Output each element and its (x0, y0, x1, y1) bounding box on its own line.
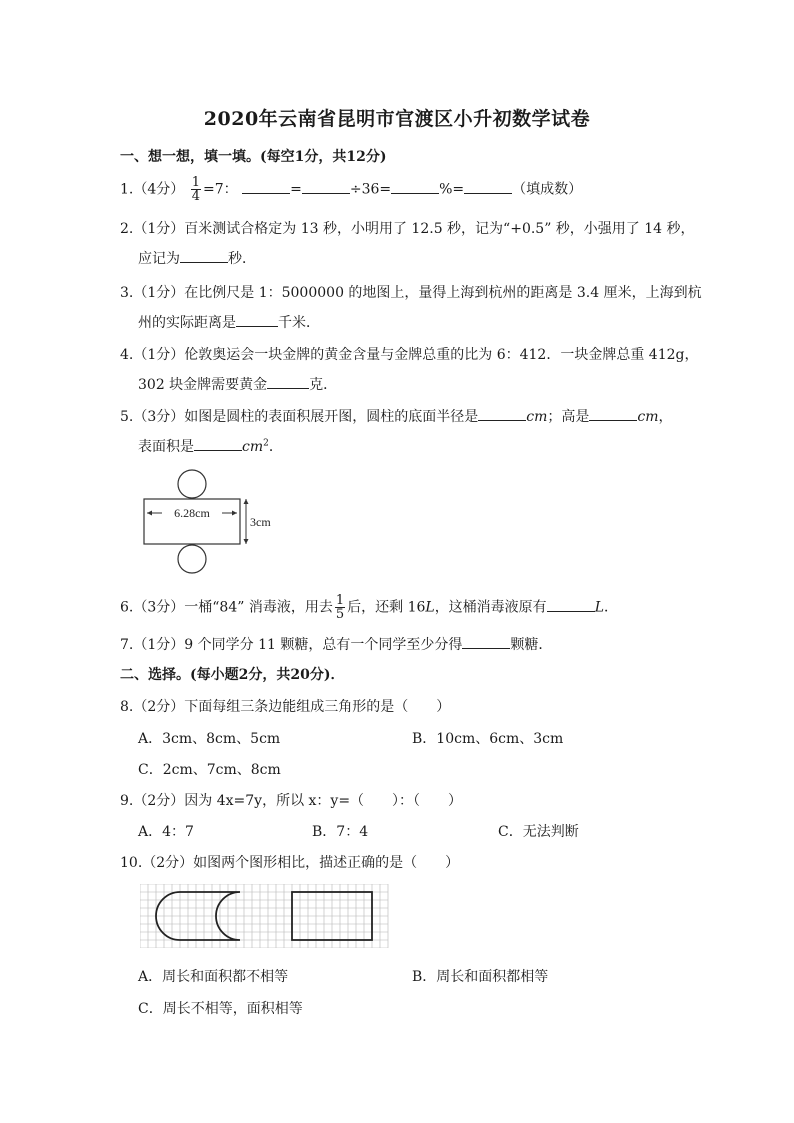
question-2-line-2 (138, 248, 256, 268)
question-5-line-2 (138, 436, 283, 456)
q6-text-a: 6.（3分）一桶“84” 消毒液，用去 (120, 599, 333, 616)
q1-blank-2[interactable] (302, 181, 350, 194)
question-5-line-1 (120, 406, 673, 426)
q2-text-a: 应记为 (138, 251, 180, 267)
width-arrowhead-right (232, 511, 237, 516)
q8-option-a[interactable]: A．3cm、8cm、5cm (138, 731, 281, 747)
question-4-line-1: 4.（1分）伦敦奥运会一块金牌的黄金含量与金牌总重的比为 6：412．一块金牌总重 412g， (120, 347, 699, 363)
q1-text-4: %= (439, 181, 465, 198)
question-3-line-1: 3.（1分）在比例尺是 1：5000000 的地图上，量得上海到杭州的距离是 3.4 厘米，上海到杭 (120, 285, 702, 301)
q5-text-d: 表面积是 (138, 439, 194, 455)
q10-option-c[interactable]: C．周长不相等，面积相等 (138, 1001, 303, 1017)
q1-text-3: ÷36= (349, 181, 392, 198)
question-4-line-2 (138, 374, 337, 394)
q6-frac-numerator: 1 (335, 593, 345, 608)
question-2-line-1: 2.（1分）百米测试合格定为 13 秒，小明用了 12.5 秒，记为“+0.5” 秒，小强用了 14 秒， (120, 221, 695, 237)
q1-blank-3[interactable] (391, 181, 439, 194)
q1-score: （4分） (133, 181, 185, 198)
q7-text-b: 颗糖． (510, 637, 553, 653)
q7-text-a: 7.（1分）9 个同学分 11 颗糖，总有一个同学至少分得 (120, 637, 463, 653)
cylinder-net-figure (140, 468, 280, 580)
bottom-circle (178, 545, 206, 573)
q3-blank[interactable] (236, 314, 278, 327)
height-arrowhead-bottom (244, 539, 249, 544)
q10-option-a[interactable]: A．周长和面积都不相等 (138, 969, 289, 985)
grid-shapes-figure (140, 884, 390, 948)
q8-option-b[interactable]: B．10cm、6cm、3cm (412, 731, 564, 747)
q6-blank[interactable] (547, 599, 595, 612)
q10-option-b[interactable]: B．周长和面积都相等 (412, 969, 549, 985)
q2-text-b: 秒． (228, 251, 256, 267)
q4-text-a: 302 块金牌需要黄金 (138, 377, 268, 393)
q2-blank[interactable] (180, 250, 228, 263)
q5-blank-area[interactable] (194, 438, 242, 451)
q1-text-2: = (290, 181, 302, 198)
page-title: 2020年云南省昆明市官渡区小升初数学试卷 (203, 108, 591, 130)
q5-blank-height[interactable] (589, 408, 637, 421)
q6-unit-2: L (594, 599, 604, 616)
q1-number: 1. (120, 181, 134, 198)
q5-unit-2: cm (637, 409, 659, 425)
q5-text-b: ；高是 (547, 409, 590, 425)
width-arrowhead-left (147, 511, 152, 516)
q1-frac-numerator: 1 (191, 175, 201, 190)
height-label: 3cm (250, 515, 271, 529)
question-9-stem: 9.（2分）因为 4x=7y，所以 x：y=（ ）：（ ） (120, 793, 463, 809)
q4-blank[interactable] (267, 376, 309, 389)
q5-blank-radius[interactable] (478, 408, 526, 421)
section-2-heading: 二、选择。(每小题2分，共20分)． (120, 667, 345, 683)
question-3-line-2 (138, 312, 320, 332)
q5-unit-3: cm (242, 439, 264, 455)
q5-text-e: ． (268, 439, 283, 455)
height-arrowhead-top (244, 499, 249, 504)
width-label: 6.28cm (174, 506, 210, 520)
q1-blank-1[interactable] (242, 181, 290, 194)
grid-lines (140, 884, 388, 948)
q6-fraction (335, 594, 345, 621)
q9-option-a[interactable]: A．4：7 (138, 824, 194, 840)
q3-text-a: 州的实际距离是 (138, 315, 236, 331)
q6-text-c: ，这桶消毒液原有 (434, 599, 547, 616)
q9-option-b[interactable]: B．7：4 (312, 824, 369, 840)
question-1 (120, 176, 582, 203)
q8-option-c[interactable]: C．2cm、7cm、8cm (138, 762, 281, 778)
q6-unit-1: L (425, 599, 435, 616)
q5-text-c: ， (658, 409, 673, 425)
q1-text-1: =7： (203, 181, 238, 198)
q5-unit-1: cm (526, 409, 548, 425)
q7-blank[interactable] (462, 636, 510, 649)
q5-text-a: 5.（3分）如图是圆柱的表面积展开图，圆柱的底面半径是 (120, 409, 479, 425)
q1-blank-4[interactable] (464, 181, 512, 194)
q5-superscript: 2 (263, 438, 269, 449)
q1-fraction (191, 176, 201, 203)
q1-frac-denominator: 4 (191, 189, 201, 204)
q3-text-b: 千米． (278, 315, 320, 331)
q4-text-b: 克． (309, 377, 338, 393)
q9-option-c[interactable]: C．无法判断 (498, 824, 579, 840)
question-7 (120, 634, 552, 654)
section-1-heading: 一、想一想，填一填。(每空1分，共12分) (120, 149, 387, 165)
top-circle (178, 470, 206, 498)
q6-text-e: ． (603, 599, 618, 616)
q6-text-b: 后，还剩 16 (347, 599, 426, 616)
question-10-stem: 10.（2分）如图两个图形相比，描述正确的是（ ） (120, 855, 460, 871)
q6-frac-denominator: 5 (335, 607, 345, 622)
question-8-stem: 8.（2分）下面每组三条边能组成三角形的是（ ） (120, 699, 451, 715)
question-6 (120, 594, 618, 621)
q1-text-5: （填成数） (512, 181, 583, 198)
